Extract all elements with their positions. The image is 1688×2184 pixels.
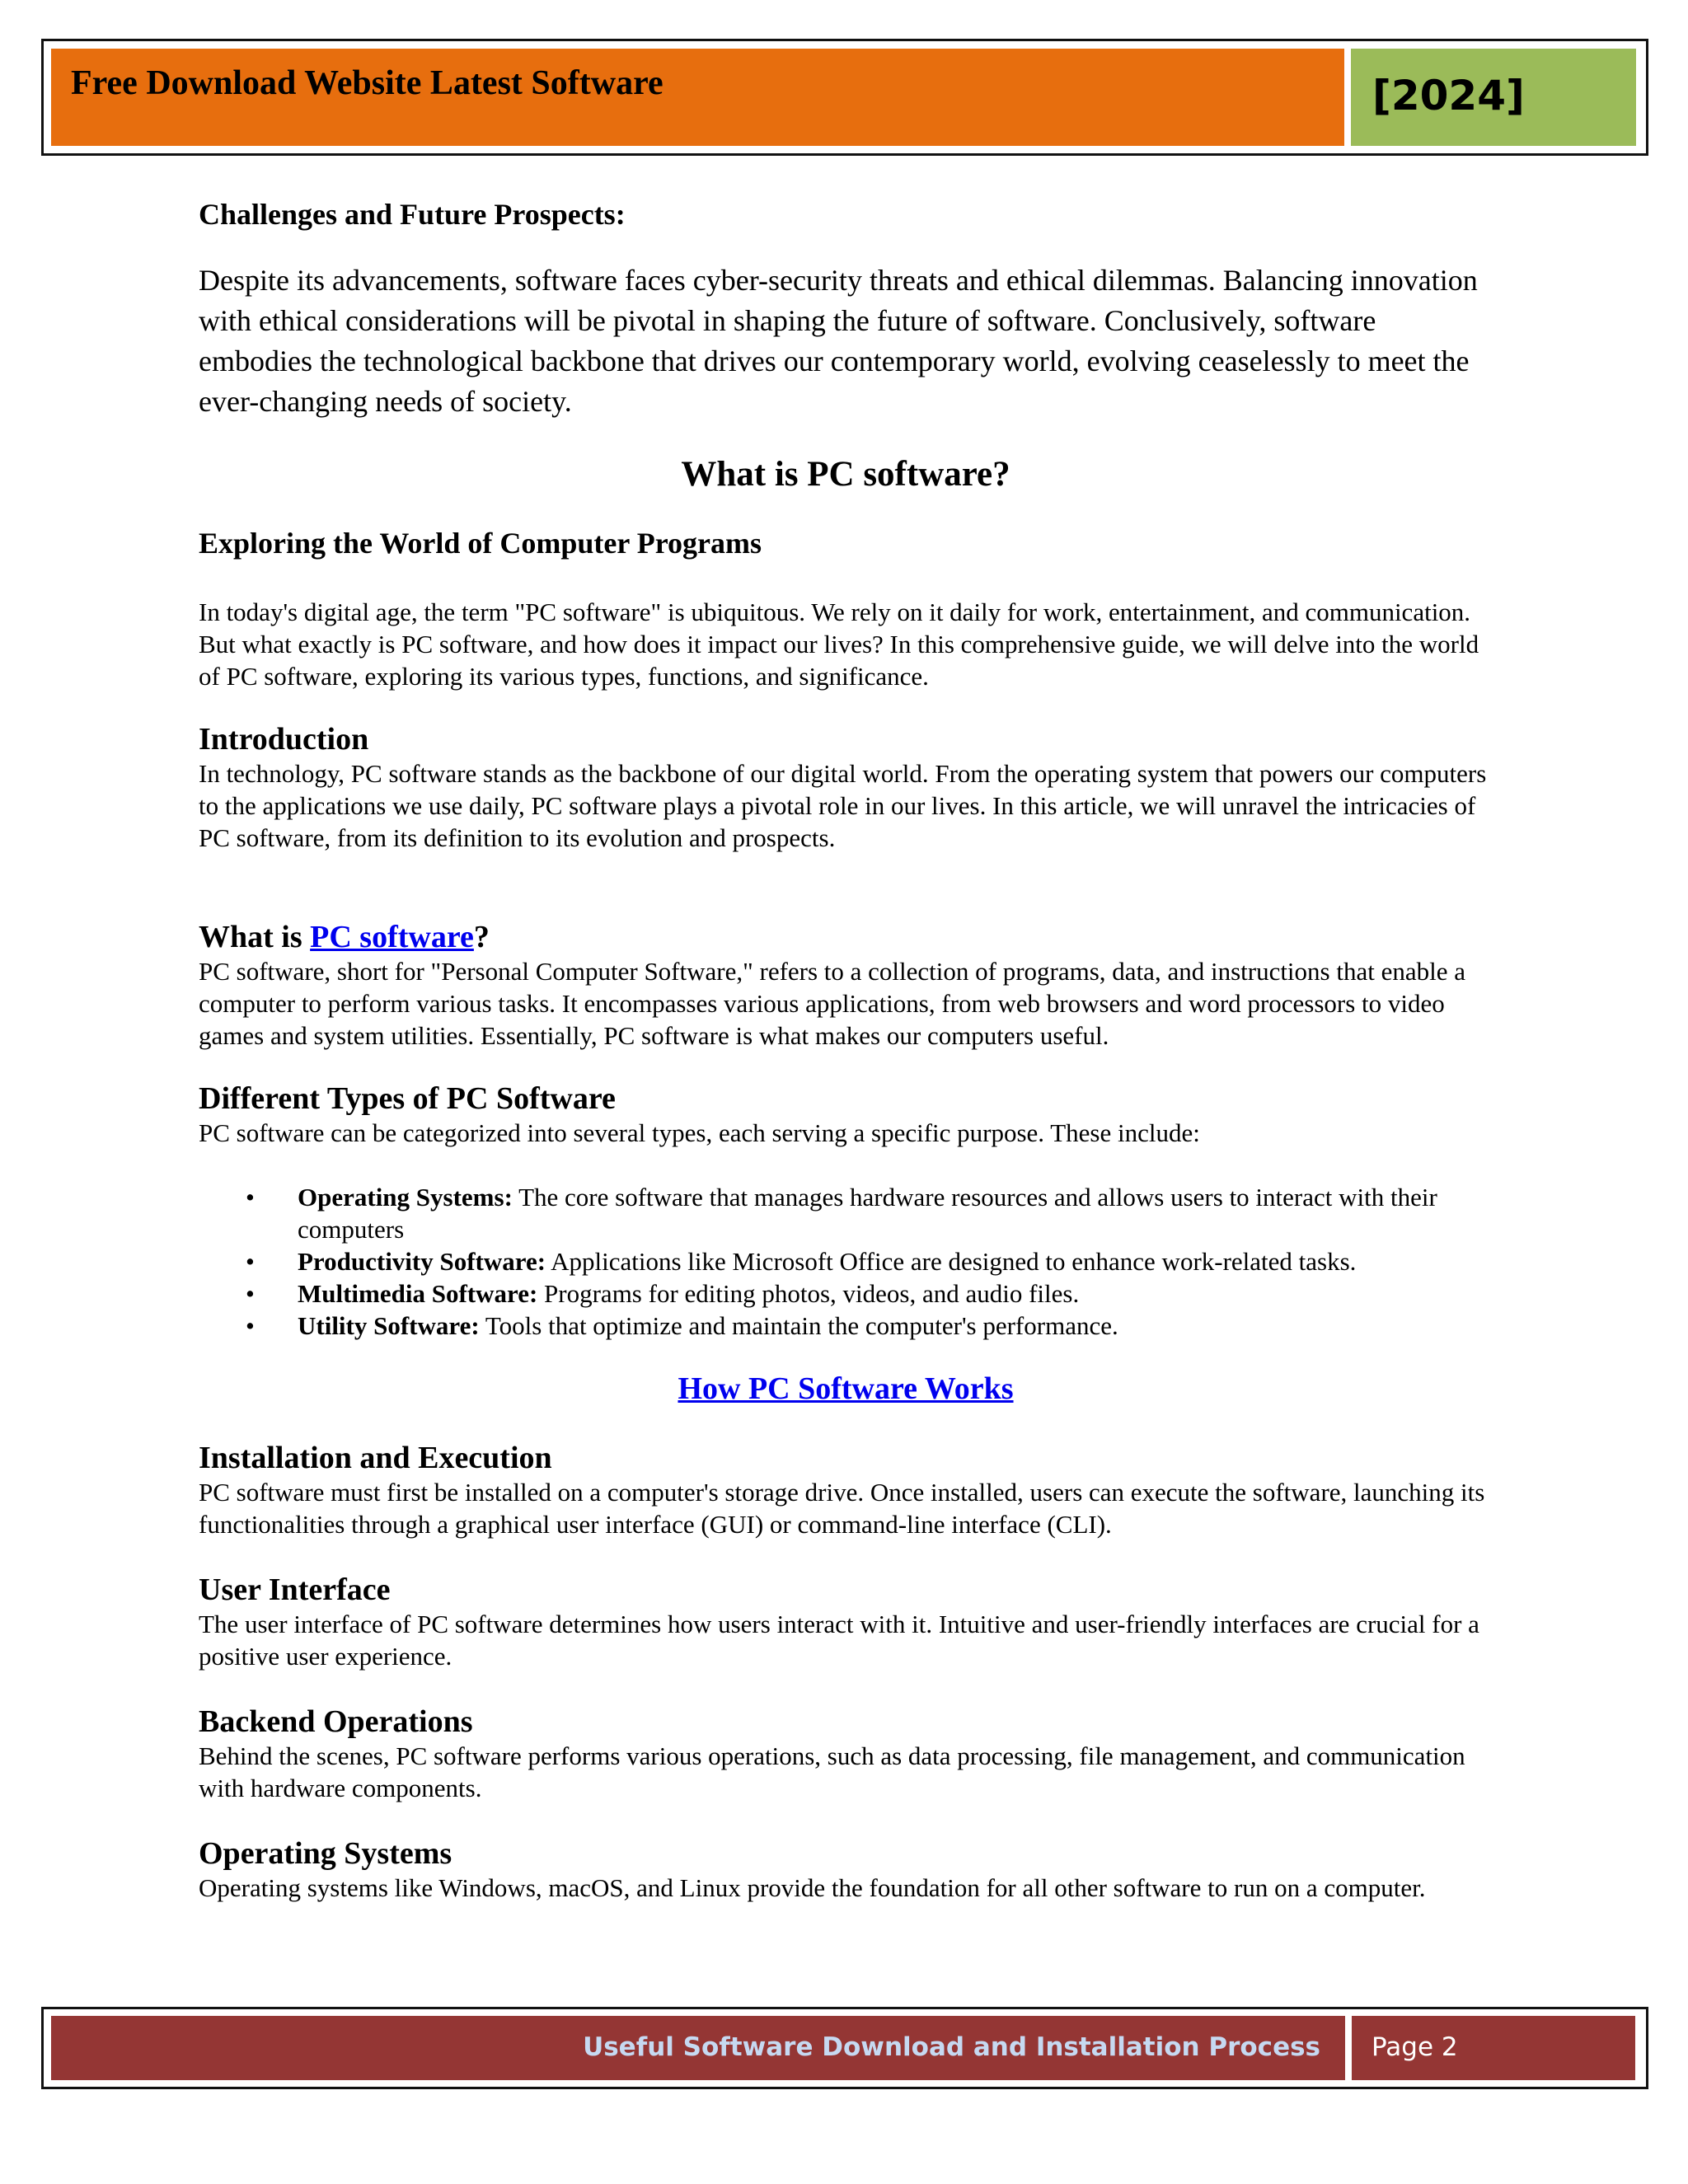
list-item bbox=[199, 1181, 1493, 1245]
list-item bbox=[199, 1277, 1493, 1310]
page-number: Page 2 bbox=[1372, 2032, 1458, 2062]
what-is-prefix: What is bbox=[199, 920, 311, 954]
list-item-desc: Programs for editing photos, videos, and audio files. bbox=[537, 1279, 1080, 1308]
list-item-desc: The core software that manages hardware resources and allows users to interact with their computers bbox=[298, 1183, 1437, 1244]
user-interface-heading: User Interface bbox=[199, 1572, 391, 1607]
bullet-icon: • bbox=[246, 1247, 255, 1276]
how-works-heading bbox=[199, 1371, 1493, 1407]
pc-software-link[interactable]: PC software bbox=[310, 920, 474, 954]
main-heading: What is PC software? bbox=[681, 455, 1010, 494]
challenges-paragraph: Despite its advancements, software faces cyber-security threats and ethical dilemmas. Balancing innovation with ethical considerations will be pivotal in shaping the future of software. Conclusively, software embodies the technological backbone that drives our contemporary world, evolving ceaselessly to meet the ever-changing needs of society. bbox=[199, 264, 1478, 418]
backend-paragraph: Behind the scenes, PC software performs various operations, such as data processing, file management, and communication with hardware components. bbox=[199, 1741, 1465, 1802]
footer-text: Useful Software Download and Installation Process bbox=[583, 2032, 1320, 2062]
list-item-term: Operating Systems: bbox=[298, 1183, 513, 1212]
page-footer bbox=[41, 2007, 1648, 2089]
types-intro: PC software can be categorized into several types, each serving a specific purpose. These include: bbox=[199, 1118, 1200, 1147]
introduction-paragraph: In technology, PC software stands as the backbone of our digital world. From the operating system that powers our computers to the applications we use daily, PC software plays a pivotal role in our lives. In this article, we will unravel the intricacies of PC software, from its definition to its evolution and prospects. bbox=[199, 759, 1487, 852]
header-title-box bbox=[51, 49, 1344, 146]
list-item-term: Multimedia Software: bbox=[298, 1279, 538, 1308]
backend-heading: Backend Operations bbox=[199, 1704, 473, 1739]
what-is-suffix: ? bbox=[473, 920, 490, 954]
installation-heading: Installation and Execution bbox=[199, 1441, 552, 1475]
operating-systems-paragraph: Operating systems like Windows, macOS, and Linux provide the foundation for all other software to run on a computer. bbox=[199, 1873, 1426, 1902]
what-is-heading bbox=[199, 919, 1493, 955]
what-is-paragraph: PC software, short for "Personal Computer Software," refers to a collection of programs, data, and instructions that enable a computer to perform various tasks. It encompasses various applications, from web browsers and word processors to video games and system utilities. Essentially, PC software is what makes our computers useful. bbox=[199, 957, 1465, 1050]
list-item-desc: Applications like Microsoft Office are designed to enhance work-related tasks. bbox=[546, 1247, 1357, 1276]
list-item-term: Productivity Software: bbox=[298, 1247, 546, 1276]
installation-paragraph: PC software must first be installed on a computer's storage drive. Once installed, users can execute the software, launching its functionalities through a graphical user interface (GUI) or command-line interface (CLI). bbox=[199, 1478, 1485, 1539]
header-title: Free Download Website Latest Software bbox=[71, 64, 663, 102]
list-item-term: Utility Software: bbox=[298, 1311, 480, 1340]
page-header bbox=[41, 39, 1648, 156]
header-year: [2024] bbox=[1372, 72, 1525, 120]
user-interface-paragraph: The user interface of PC software determines how users interact with it. Intuitive and user-friendly interfaces are crucial for a positive user experience. bbox=[199, 1610, 1479, 1671]
list-item bbox=[199, 1245, 1493, 1277]
list-item-desc: Tools that optimize and maintain the computer's performance. bbox=[479, 1311, 1118, 1340]
list-item bbox=[199, 1310, 1493, 1342]
types-heading: Different Types of PC Software bbox=[199, 1081, 616, 1116]
document-body bbox=[199, 196, 1493, 1904]
exploring-paragraph: In today's digital age, the term "PC software" is ubiquitous. We rely on it daily for work, entertainment, and communication. But what exactly is PC software, and how does it impact our lives? In this comprehensive guide, we will delve into the world of PC software, exploring its various types, functions, and significance. bbox=[199, 598, 1479, 691]
how-pc-software-works-link[interactable]: How PC Software Works bbox=[678, 1371, 1014, 1406]
footer-page-box bbox=[1352, 2016, 1635, 2080]
types-list bbox=[199, 1181, 1493, 1342]
bullet-icon: • bbox=[246, 1311, 255, 1340]
bullet-icon: • bbox=[246, 1183, 255, 1212]
exploring-heading: Exploring the World of Computer Programs bbox=[199, 527, 762, 560]
footer-text-box bbox=[51, 2016, 1345, 2080]
bullet-icon: • bbox=[246, 1279, 255, 1308]
challenges-heading: Challenges and Future Prospects: bbox=[199, 198, 626, 231]
header-year-box bbox=[1351, 49, 1636, 146]
introduction-heading: Introduction bbox=[199, 722, 369, 757]
operating-systems-heading: Operating Systems bbox=[199, 1836, 452, 1871]
